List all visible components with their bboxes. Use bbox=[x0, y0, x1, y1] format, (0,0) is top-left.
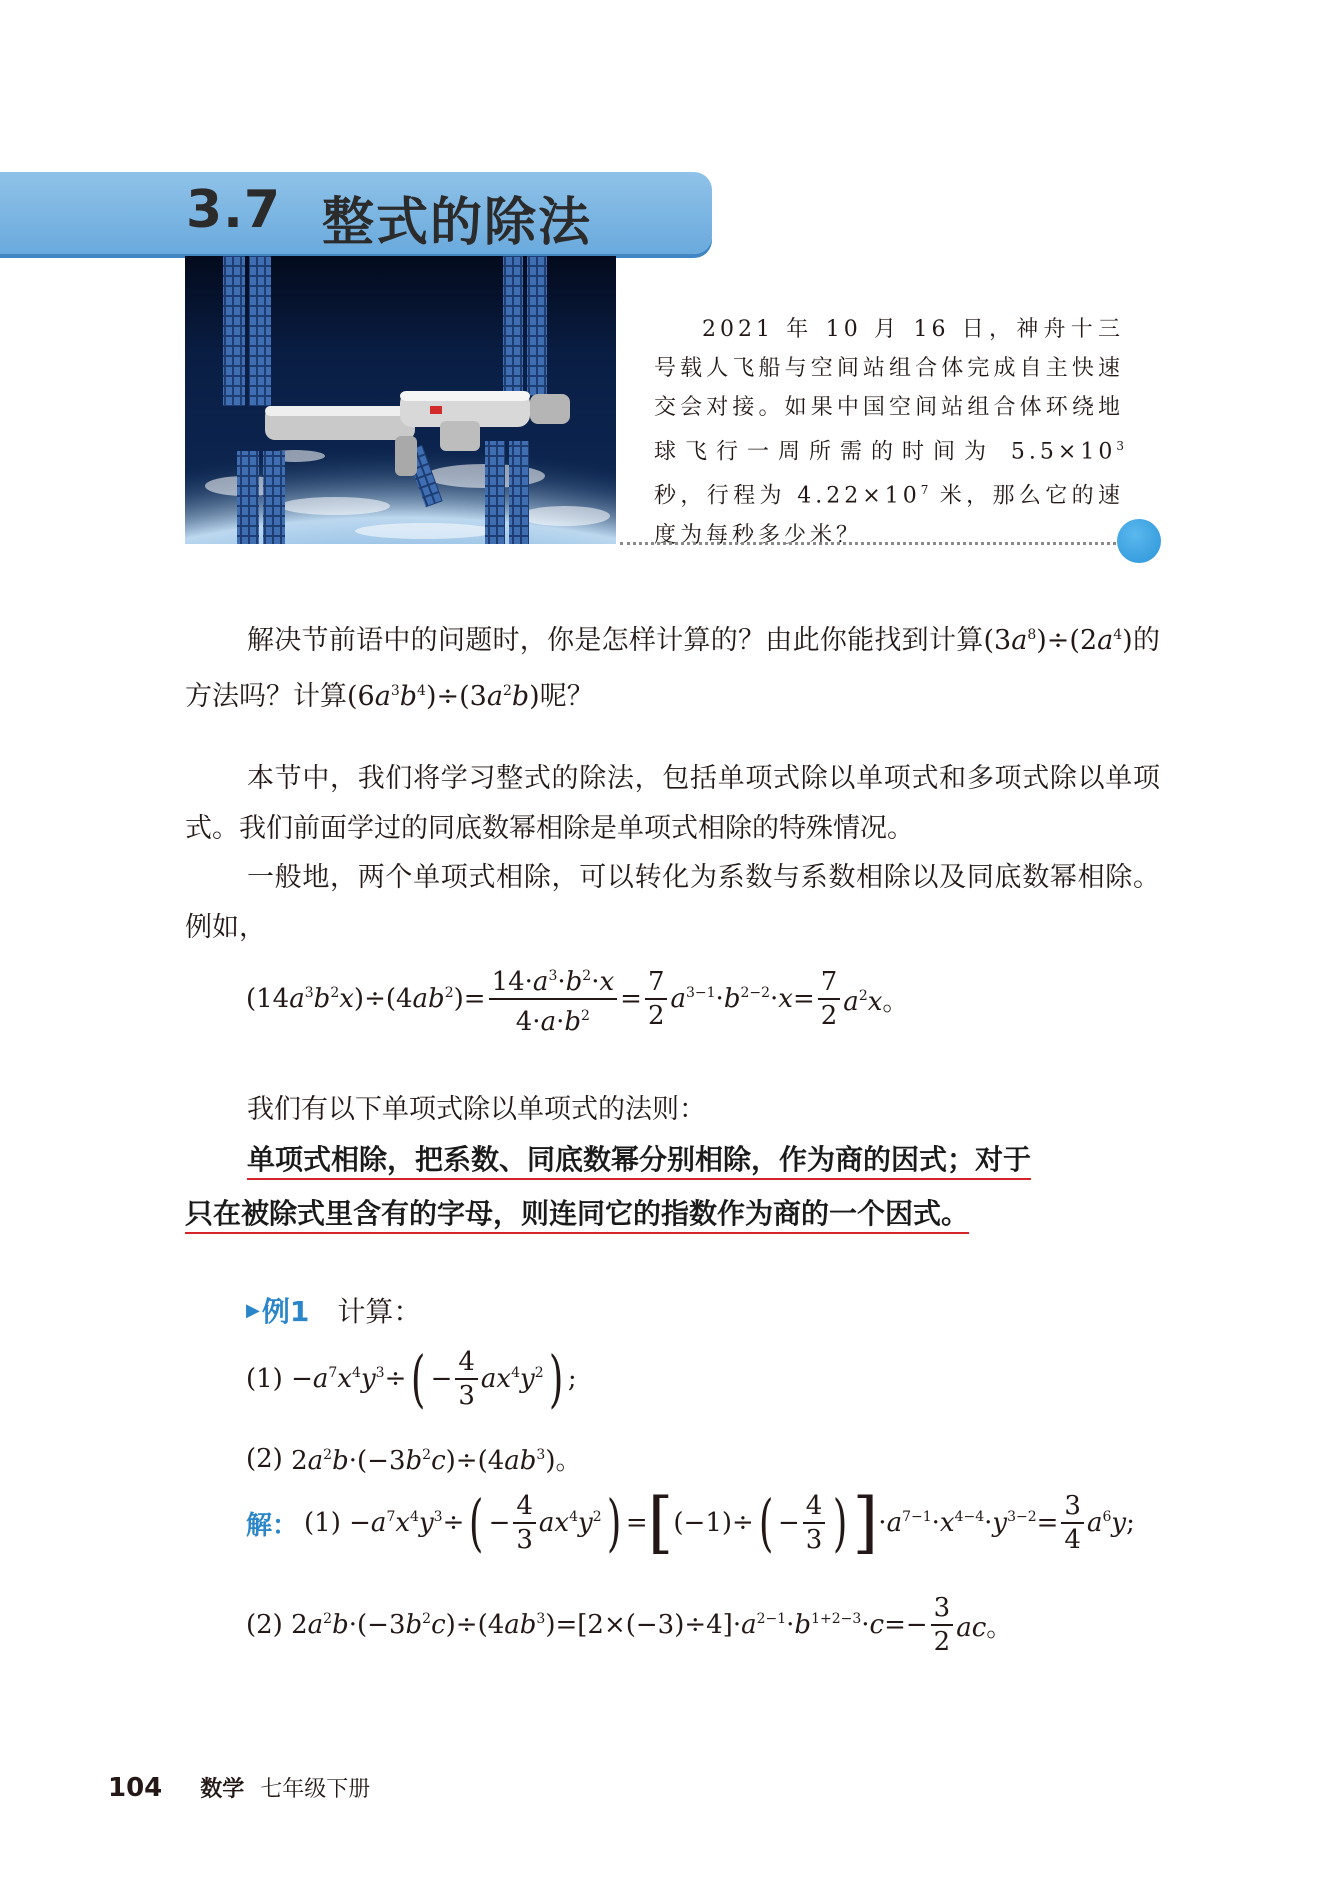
question-paragraph: 解决节前语中的问题时，你是怎样计算的？由此你能找到计算$(3a^8)\div(2a^4)$的方法吗？计算$(6a^3b^4)\div(3a^2b)$呢？ bbox=[185, 625, 1160, 712]
example-item-2: (2) $2a^2b\cdot(-3b^2c)\div(4ab^3)$。 bbox=[246, 1443, 582, 1476]
page-footer bbox=[108, 1772, 370, 1803]
example-item-1: (1) $-a^7x^4y^3\div$ ( − $\frac{4}{3}$ $ax^4y^2$ ) ; bbox=[246, 1342, 577, 1415]
blue-circle-icon bbox=[1117, 519, 1161, 563]
book-label: 七年级下册 bbox=[260, 1777, 371, 1802]
dotted-divider bbox=[620, 542, 1135, 545]
rule-line-1: 单项式相除，把系数、同底数幂分别相除，作为商的因式；对于 bbox=[185, 1133, 1165, 1187]
general-method-paragraph: 一般地，两个单项式相除，可以转化为系数与系数相除以及同底数幂相除。例如， bbox=[185, 862, 1160, 943]
example-formula: $(14a^3b^2x)\div(4ab^2)=$ $\frac{14\cdot a^3\cdot b^2\cdot x}{4\cdot a\cdot b^2}$ = $\frac{7}{2}$ $a^{3-1}\cdot b^{2-2}\cdot x=$ $\frac{7}{2}$ $a^2x$。 bbox=[246, 960, 908, 1038]
example-marker: 例1 bbox=[261, 1295, 310, 1328]
space-station-photo bbox=[185, 256, 616, 544]
example-heading bbox=[246, 1290, 421, 1330]
solution-line-2: (2) $2a^2b\cdot(-3b^2c)\div(4ab^3)=[2\times(-3)\div 4]\cdot a^{2-1}\cdot b^{1+2-3}\cdot c=-$ $\frac{3}{2}$ ac。 bbox=[246, 1593, 1013, 1657]
solution-line-1: 解： (1) $-a^7x^4y^3\div$ ( − $\frac{4}{3}$ $ax^4y^2$ ) = [ (−1)÷ ( − $\frac{4}{3}$ ) ] $\cdot a^{7-1}\cdot x^{4-4}\cdot y^{3-2}=$ $\frac{3}{4}$ $a^6y$; bbox=[246, 1484, 1135, 1561]
subject-label: 数学 bbox=[200, 1777, 245, 1802]
triangle-marker-icon: ▶ bbox=[246, 1299, 260, 1321]
intro-text: 2021 年 10 月 16 日，神舟十三号载人飞船与空间站组合体完成自主快速交会对接。如果中国空间站组合体环绕地球飞行一周所需的时间为 $5.5\times 10^3$ 秒，行程为 $4.22\times 10^7$ 米，那么它的速度为每秒多少米？ bbox=[654, 317, 1125, 548]
example-instruction: 计算： bbox=[337, 1295, 422, 1328]
section-intro-paragraph: 本节中，我们将学习整式的除法，包括单项式除以单项式和多项式除以单项式。我们前面学过的同底数幂相除是单项式相除的特殊情况。 bbox=[185, 763, 1160, 844]
section-number: 3.7 bbox=[186, 180, 282, 240]
section-banner bbox=[0, 172, 712, 254]
rule-line-2: 只在被除式里含有的字母，则连同它的指数作为商的一个因式。 bbox=[185, 1187, 1165, 1241]
solution-label: 解： bbox=[246, 1510, 299, 1541]
rule-intro-paragraph: 我们有以下单项式除以单项式的法则： bbox=[247, 1094, 706, 1125]
page-number: 104 bbox=[108, 1773, 163, 1803]
section-title: 整式的除法 bbox=[322, 193, 593, 253]
